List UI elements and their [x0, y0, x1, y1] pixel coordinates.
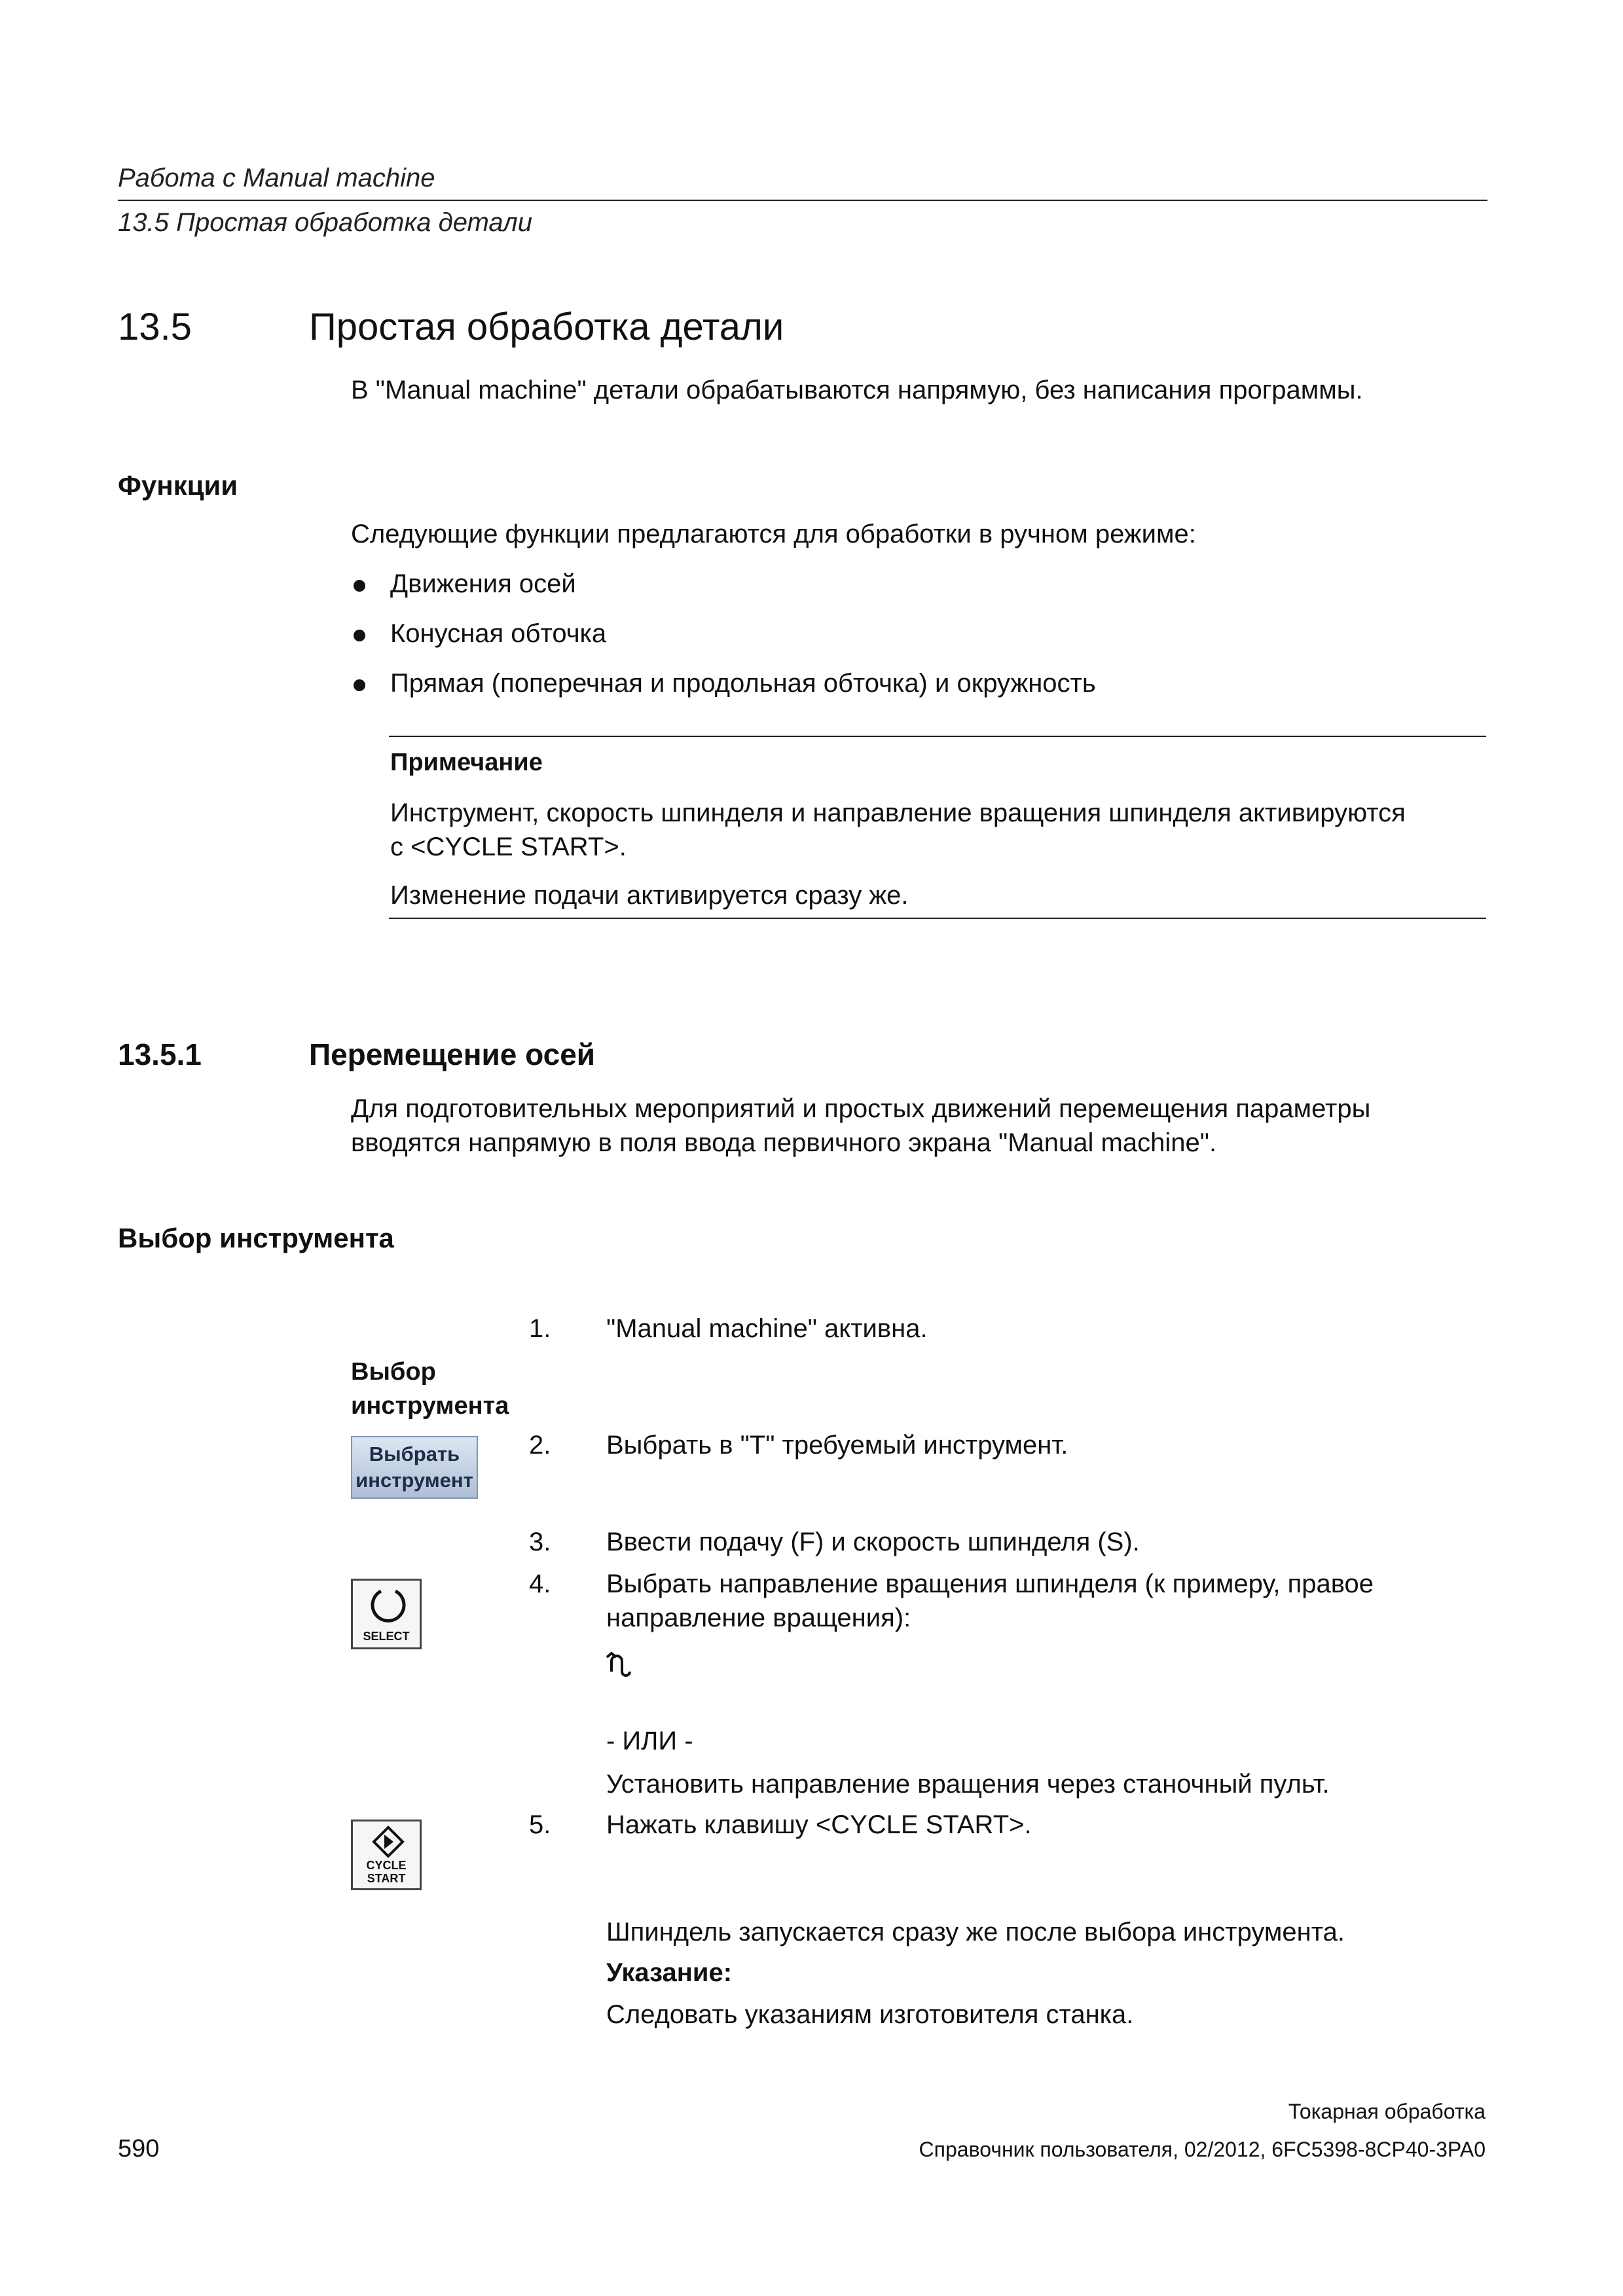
functions-item: Движения осей: [390, 569, 576, 598]
page-number: 590: [118, 2135, 160, 2162]
hint-text: Следовать указаниям изготовителя станка.: [606, 2000, 1134, 2029]
softkey-label-line: Выбрать: [369, 1443, 460, 1465]
tool-select-heading: Выбор инструмента: [118, 1223, 394, 1253]
step-number: 1.: [529, 1314, 551, 1343]
footer-book-title: Токарная обработка: [1288, 2100, 1486, 2123]
step-text: Нажать клавишу <CYCLE START>.: [606, 1810, 1032, 1839]
note-line: Изменение подачи активируется сразу же.: [390, 881, 909, 910]
functions-intro: Следующие функции предлагаются для обработки в ручном режиме:: [351, 520, 1196, 548]
footer-reference: Справочник пользователя, 02/2012, 6FC5398-8CP40-3PA0: [919, 2138, 1486, 2161]
running-header-section: 13.5 Простая обработка детали: [118, 208, 532, 237]
section-number: 13.5: [118, 306, 192, 348]
subsection-text: Для подготовительных мероприятий и простых движений перемещения параметры: [351, 1094, 1371, 1123]
cycle-key-label: CYCLE: [366, 1859, 407, 1872]
subsection-text: вводятся напрямую в поля ввода первичного экрана "Manual machine".: [351, 1128, 1217, 1157]
step-number: 2.: [529, 1431, 551, 1460]
step-text: направление вращения):: [606, 1604, 911, 1632]
note-bottom-rule: [389, 918, 1486, 919]
cycle-key-label: START: [367, 1872, 406, 1885]
result-text: Шпиндель запускается сразу же после выбора инструмента.: [606, 1918, 1345, 1946]
spindle-clockwise-icon: [606, 1652, 635, 1678]
step-number: 5.: [529, 1810, 551, 1839]
note-label: Примечание: [390, 749, 543, 776]
note-line: с <CYCLE START>.: [390, 833, 627, 861]
note-line: Инструмент, скорость шпинделя и направление вращения шпинделя активируются: [390, 798, 1406, 827]
step-number: 3.: [529, 1528, 551, 1556]
bullet-dot: [354, 679, 365, 691]
side-label-tool-select: [351, 1355, 509, 1423]
note-top-rule: [389, 736, 1486, 737]
step-text: Ввести подачу (F) и скорость шпинделя (S).: [606, 1528, 1140, 1556]
subsection-title: Перемещение осей: [309, 1037, 596, 1071]
step-text: "Manual machine" активна.: [606, 1314, 928, 1343]
bullet-dot: [354, 580, 365, 592]
functions-item: Прямая (поперечная и продольная обточка) и окружность: [390, 669, 1096, 698]
cycle-start-diamond-icon: [372, 1825, 405, 1858]
cycle-start-key[interactable]: [351, 1820, 422, 1890]
select-circle-icon: [365, 1586, 411, 1626]
bullet-dot: [354, 630, 365, 641]
section-title: Простая обработка детали: [309, 306, 784, 348]
functions-heading: Функции: [118, 470, 238, 501]
or-separator: - ИЛИ -: [606, 1727, 693, 1755]
step-text: Выбрать в "T" требуемый инструмент.: [606, 1431, 1068, 1460]
softkey-label-line: инструмент: [356, 1469, 473, 1492]
functions-item: Конусная обточка: [390, 619, 607, 648]
select-tool-softkey[interactable]: [351, 1436, 478, 1499]
subsection-number: 13.5.1: [118, 1037, 202, 1071]
step-text: Выбрать направление вращения шпинделя (к примеру, правое: [606, 1570, 1374, 1598]
select-key[interactable]: [351, 1579, 422, 1649]
header-rule: [118, 200, 1487, 201]
side-label-line: Выбор: [351, 1358, 436, 1386]
alt-instruction: Установить направление вращения через станочный пульт.: [606, 1770, 1330, 1799]
step-number: 4.: [529, 1570, 551, 1598]
select-key-label: SELECT: [363, 1630, 410, 1643]
side-label-line: инструмента: [351, 1392, 509, 1420]
running-header-chapter: Работа с Manual machine: [118, 164, 435, 192]
hint-label: Указание:: [606, 1958, 733, 1987]
section-intro: В "Manual machine" детали обрабатываются напрямую, без написания программы.: [351, 376, 1363, 404]
